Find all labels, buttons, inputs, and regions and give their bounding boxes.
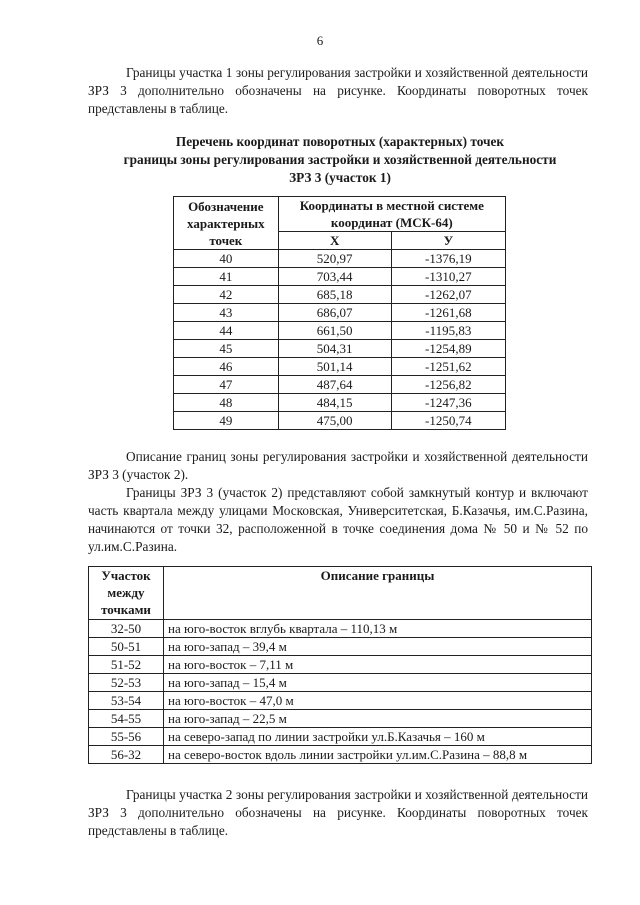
- cell-point: 46: [174, 358, 279, 376]
- coordinates-table: [173, 196, 506, 430]
- cell-segment: 54-55: [89, 710, 164, 728]
- boundary-row: [89, 620, 592, 638]
- cell-segment: 55-56: [89, 728, 164, 746]
- header-x: Х: [278, 232, 391, 250]
- cell-point: 44: [174, 322, 279, 340]
- boundary-row: [89, 728, 592, 746]
- table-title: [60, 133, 620, 187]
- cell-description: на юго-восток вглубь квартала – 110,13 м: [164, 620, 592, 638]
- cell-y: -1310,27: [391, 268, 505, 286]
- cell-x: 501,14: [278, 358, 391, 376]
- cell-description: на северо-запад по линии застройки ул.Б.Казачья – 160 м: [164, 728, 592, 746]
- coord-row: [174, 394, 506, 412]
- coord-row: [174, 358, 506, 376]
- coord-row: [174, 412, 506, 430]
- intro-text: Границы участка 1 зоны регулирования застройки и хозяйственной деятельности ЗРЗ 3 дополнительно обозначены на рисунке. Координаты поворотных точек представлены в таблице.: [88, 65, 588, 116]
- boundary-row: [89, 656, 592, 674]
- cell-x: 661,50: [278, 322, 391, 340]
- title-line-2: границы зоны регулирования застройки и хозяйственной деятельности: [123, 152, 557, 167]
- cell-segment: 32-50: [89, 620, 164, 638]
- cell-point: 40: [174, 250, 279, 268]
- cell-point: 42: [174, 286, 279, 304]
- description-text-1: Описание границ зоны регулирования застройки и хозяйственной деятельности ЗРЗ 3 (участок 2).: [88, 449, 588, 482]
- cell-x: 504,31: [278, 340, 391, 358]
- cell-point: 41: [174, 268, 279, 286]
- cell-y: -1251,62: [391, 358, 505, 376]
- cell-point: 48: [174, 394, 279, 412]
- coord-row: [174, 268, 506, 286]
- cell-point: 49: [174, 412, 279, 430]
- intro-paragraph: [88, 64, 588, 118]
- cell-point: 45: [174, 340, 279, 358]
- header-y: У: [391, 232, 505, 250]
- coord-row: [174, 286, 506, 304]
- cell-x: 487,64: [278, 376, 391, 394]
- description-paragraph-2: [88, 484, 588, 556]
- cell-x: 685,18: [278, 286, 391, 304]
- header-description: Описание границы: [164, 567, 592, 620]
- cell-segment: 56-32: [89, 746, 164, 764]
- header-coords: Координаты в местной системе координат (МСК-64): [278, 197, 505, 232]
- cell-point: 47: [174, 376, 279, 394]
- coordinates-table-body: [174, 250, 506, 430]
- cell-y: -1254,89: [391, 340, 505, 358]
- coord-row: [174, 322, 506, 340]
- cell-x: 475,00: [278, 412, 391, 430]
- boundary-row: [89, 674, 592, 692]
- cell-y: -1376,19: [391, 250, 505, 268]
- cell-y: -1250,74: [391, 412, 505, 430]
- cell-x: 686,07: [278, 304, 391, 322]
- cell-description: на юго-восток – 47,0 м: [164, 692, 592, 710]
- cell-y: -1261,68: [391, 304, 505, 322]
- coord-row: [174, 376, 506, 394]
- boundary-row: [89, 710, 592, 728]
- description-paragraph-1: [88, 448, 588, 484]
- cell-segment: 50-51: [89, 638, 164, 656]
- closing-paragraph: [88, 786, 588, 840]
- boundary-row: [89, 692, 592, 710]
- cell-point: 43: [174, 304, 279, 322]
- page-number: 6: [316, 33, 324, 48]
- cell-x: 520,97: [278, 250, 391, 268]
- header-segment: Участок между точками: [89, 567, 164, 620]
- cell-y: -1262,07: [391, 286, 505, 304]
- cell-x: 703,44: [278, 268, 391, 286]
- cell-x: 484,15: [278, 394, 391, 412]
- title-line-1: Перечень координат поворотных (характерных) точек: [175, 134, 505, 149]
- coord-row: [174, 304, 506, 322]
- cell-description: на юго-запад – 15,4 м: [164, 674, 592, 692]
- description-text-2: Границы ЗРЗ 3 (участок 2) представляют собой замкнутый контур и включают часть квартала между улицами Московская, Университетская, Б.Казачья, им.С.Разина, начинаются от точки 32, расположенной в точке соединения дома № 50 и № 52 по ул.им.С.Разина.: [88, 485, 588, 554]
- cell-y: -1195,83: [391, 322, 505, 340]
- cell-description: на юго-запад – 39,4 м: [164, 638, 592, 656]
- boundary-table: [88, 566, 592, 764]
- boundary-row: [89, 638, 592, 656]
- cell-y: -1247,36: [391, 394, 505, 412]
- cell-segment: 52-53: [89, 674, 164, 692]
- cell-description: на юго-восток – 7,11 м: [164, 656, 592, 674]
- header-point: Обозначение характерных точек: [174, 197, 279, 250]
- cell-segment: 51-52: [89, 656, 164, 674]
- closing-text: Границы участка 2 зоны регулирования застройки и хозяйственной деятельности ЗРЗ 3 дополнительно обозначены на рисунке. Координаты поворотных точек представлены в таблице.: [88, 787, 588, 838]
- cell-segment: 53-54: [89, 692, 164, 710]
- cell-y: -1256,82: [391, 376, 505, 394]
- cell-description: на северо-восток вдоль линии застройки ул.им.С.Разина – 88,8 м: [164, 746, 592, 764]
- coord-row: [174, 250, 506, 268]
- title-line-3: ЗРЗ 3 (участок 1): [289, 170, 391, 185]
- coord-row: [174, 340, 506, 358]
- boundary-row: [89, 746, 592, 764]
- cell-description: на юго-запад – 22,5 м: [164, 710, 592, 728]
- boundary-table-body: [89, 620, 592, 764]
